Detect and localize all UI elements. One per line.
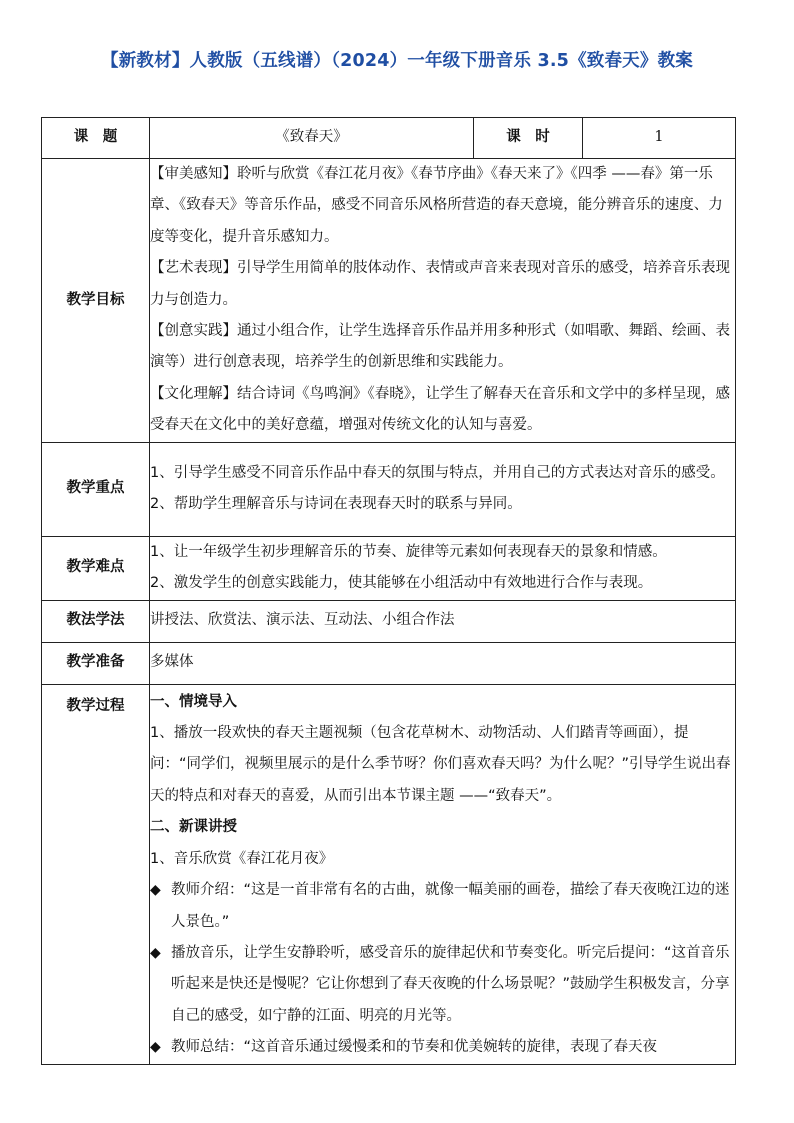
process-content — [150, 684, 736, 1064]
table-row-goals — [42, 159, 736, 443]
difficulties-content — [150, 536, 736, 600]
bullet-text: 教师总结：“这首音乐通过缓慢柔和的节奏和优美婉转的旋律，表现了春天夜 — [171, 1039, 658, 1056]
difficulty-item: 2、激发学生的创意实践能力，使其能够在小组活动中有效地进行合作与表现。 — [150, 575, 653, 592]
lesson-plan-table — [41, 117, 736, 1065]
diamond-bullet-icon: ◆ — [150, 882, 161, 899]
bullet-item — [150, 938, 735, 1032]
page-title: 【新教材】人教版（五线谱）（2024）一年级下册音乐 3.5《致春天》教案 — [101, 51, 693, 71]
section-text: 1、播放一段欢快的春天主题视频（包含花草树木、动物活动、人们踏青等画面），提问：“同学们，视频里展示的是什么季节呀？你们喜欢春天吗？为什么呢？”引导学生说出春天的特点和对春天的喜爱，从而引出本节课主题 ——“致春天”。 — [150, 725, 731, 804]
goal-expression: 【艺术表现】引导学生用简单的肢体动作、表情或声音来表现对音乐的感受，培养音乐表现力与创造力。 — [150, 260, 730, 308]
section-heading: 二、新课讲授 — [150, 819, 237, 836]
topic-value: 《致春天》 — [150, 118, 474, 159]
bullet-text: 教师介绍：“这是一首非常有名的古曲，就像一幅美丽的画卷，描绘了春天夜晚江边的迷人景色。” — [171, 882, 730, 930]
goal-practice: 【创意实践】通过小组合作，让学生选择音乐作品并用多种形式（如唱歌、舞蹈、绘画、表演等）进行创意表现，培养学生的创新思维和实践能力。 — [150, 323, 730, 371]
goals-label: 教学目标 — [42, 159, 150, 443]
key-point-item: 2、帮助学生理解音乐与诗词在表现春天时的联系与异同。 — [150, 496, 522, 513]
hours-label: 课 时 — [474, 118, 583, 159]
prep-value: 多媒体 — [150, 642, 736, 684]
table-row-key-points — [42, 442, 736, 536]
table-row-process — [42, 684, 736, 1064]
bullet-item — [150, 1032, 735, 1063]
key-points-label: 教学重点 — [42, 442, 150, 536]
methods-label: 教法学法 — [42, 600, 150, 642]
key-points-content — [150, 442, 736, 536]
table-row-difficulties — [42, 536, 736, 600]
table-row-methods — [42, 600, 736, 642]
goals-content — [150, 159, 736, 443]
table-row-prep — [42, 642, 736, 684]
methods-value: 讲授法、欣赏法、演示法、互动法、小组合作法 — [150, 600, 736, 642]
bullet-text: 播放音乐，让学生安静聆听，感受音乐的旋律起伏和节奏变化。听完后提问：“这首音乐听起来是快还是慢呢？它让你想到了春天夜晚的什么场景呢？”鼓励学生积极发言，分享自己的感受，如宁静的江面、明亮的月光等。 — [171, 944, 730, 1024]
diamond-bullet-icon: ◆ — [150, 944, 161, 961]
bullet-item — [150, 875, 735, 938]
goal-aesthetic: 【审美感知】聆听与欣赏《春江花月夜》《春节序曲》《春天来了》《四季 ——春》第一乐章、《致春天》等音乐作品，感受不同音乐风格所营造的春天意境，能分辨音乐的速度、力度等变化，提升音乐感知力。 — [150, 166, 723, 245]
prep-label: 教学准备 — [42, 642, 150, 684]
difficulty-item: 1、让一年级学生初步理解音乐的节奏、旋律等元素如何表现春天的景象和情感。 — [150, 543, 667, 560]
section-subheading: 1、音乐欣赏《春江花月夜》 — [150, 850, 334, 867]
diamond-bullet-icon: ◆ — [150, 1039, 161, 1056]
process-label: 教学过程 — [42, 684, 150, 1064]
difficulties-label: 教学难点 — [42, 536, 150, 600]
topic-label: 课 题 — [42, 118, 150, 159]
hours-value: 1 — [583, 118, 736, 159]
section-heading: 一、情境导入 — [150, 693, 237, 710]
table-row-topic — [42, 118, 736, 159]
key-point-item: 1、引导学生感受不同音乐作品中春天的氛围与特点，并用自己的方式表达对音乐的感受。 — [150, 464, 725, 481]
goal-culture: 【文化理解】结合诗词《鸟鸣涧》《春晓》，让学生了解春天在音乐和文学中的多样呈现，感受春天在文化中的美好意蕴，增强对传统文化的认知与喜爱。 — [150, 385, 730, 434]
